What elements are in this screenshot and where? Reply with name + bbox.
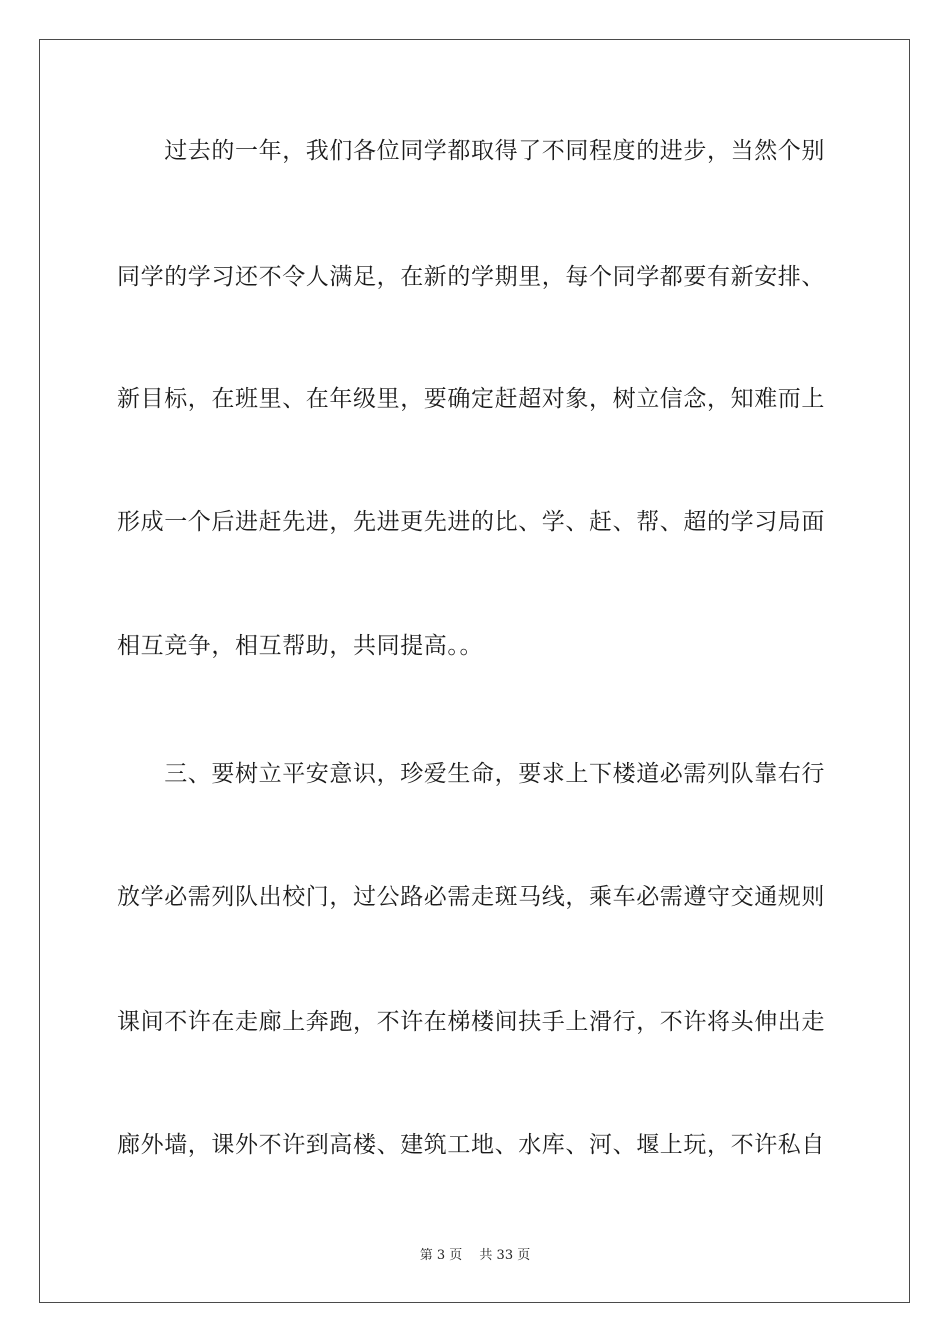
paragraph-line: 相互竞争，相互帮助，共同提高。。	[117, 633, 484, 659]
paragraph-line: 三、要树立平安意识，珍爱生命，要求上下楼道必需列队靠右行	[117, 761, 825, 787]
page-frame	[39, 39, 910, 1303]
paragraph-line: 同学的学习还不令人满足，在新的学期里，每个同学都要有新安排、	[117, 264, 825, 290]
paragraph-line: 廊外墙，课外不许到高楼、建筑工地、水库、河、堰上玩，不许私自	[117, 1132, 825, 1158]
paragraph-line: 课间不许在走廊上奔跑，不许在梯楼间扶手上滑行，不许将头伸出走	[117, 1009, 825, 1035]
paragraph-line: 形成一个后进赶先进，先进更先进的比、学、赶、帮、超的学习局面	[117, 509, 825, 535]
paragraph-line: 新目标，在班里、在年级里，要确定赶超对象，树立信念，知难而上	[117, 386, 825, 412]
page-number-footer: 第 3 页 共 33 页	[419, 1248, 531, 1263]
paragraph-line: 放学必需列队出校门，过公路必需走斑马线，乘车必需遵守交通规则	[117, 884, 825, 910]
paragraph-line: 过去的一年，我们各位同学都取得了不同程度的进步，当然个别	[117, 138, 825, 164]
